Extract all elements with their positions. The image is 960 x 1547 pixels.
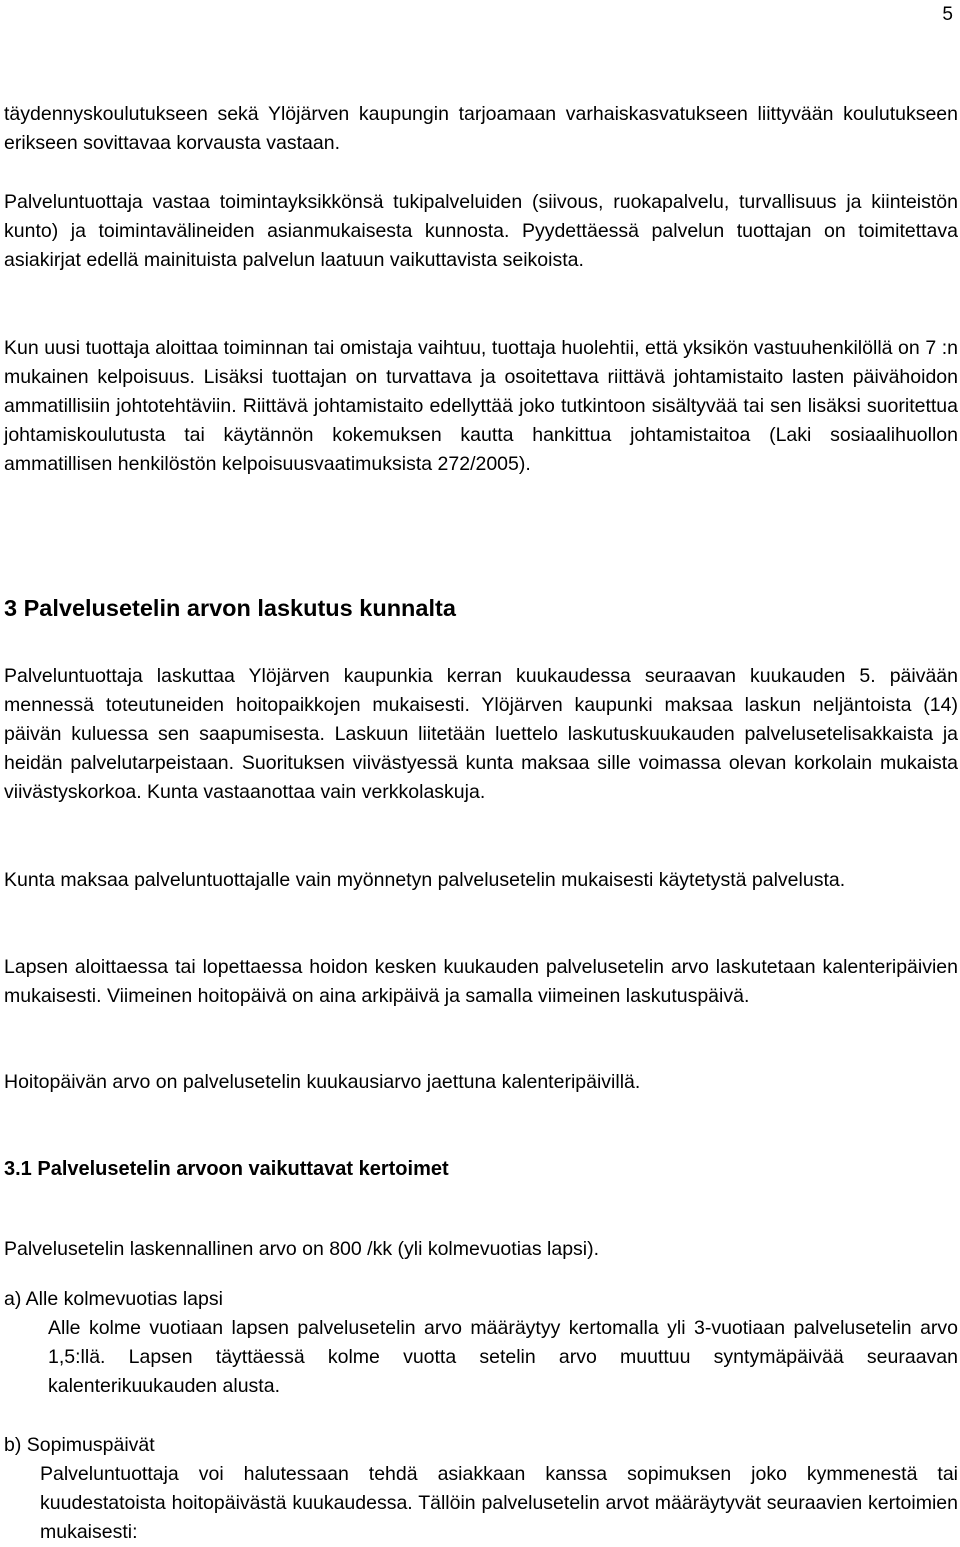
paragraph-start-end: Lapsen aloittaessa tai lopettaessa hoidon kesken kuukauden palvelusetelin arvo laskutetaan kalenteripäivien mukaisesti. Viimeinen hoitopäivä on aina arkipäivä ja samalla viimeinen laskutuspäivä. — [4, 956, 958, 1007]
list-label-a: a) Alle kolmevuotias lapsi — [4, 1288, 223, 1310]
list-label-b: b) Sopimuspäivät — [4, 1434, 155, 1456]
paragraph-voucher-value: Palvelusetelin laskennallinen arvo on 800 /kk (yli kolmevuotias lapsi). — [4, 1238, 600, 1260]
paragraph-new-provider: Kun uusi tuottaja aloittaa toiminnan tai omistaja vaihtuu, tuottaja huolehtii, että yksikön vastuuhenkilöllä on 7 :n mukainen kelpoisuus. Lisäksi tuottajan on turvattava ja osoitettava riittävä johtamistaito lasten päivähoidon ammatillisiin johtotehtäviin. Riittävä johtamistaito edellyttää joko tutkintoon sisältyvää tai sen lisäksi suoritettua johtamiskoulutusta tai käytännön kokemuksen kautta hankittua johtamistaitoa (Laki sosiaalihuollon ammatillisen henkilöstön kelpoisuusvaatimuksista 272/2005). — [4, 337, 958, 475]
section-heading-3-1: 3.1 Palvelusetelin arvoon vaikuttavat kertoimet — [4, 1158, 449, 1180]
list-text-a: Alle kolme vuotiaan lapsen palvelusetelin arvo määräytyy kertomalla yli 3-vuotiaan palvelusetelin arvo 1,5:llä. Lapsen täyttäessä kolme vuotta setelin arvo muuttuu syntymäpäivää seuraavan kalenterikuukauden alusta. — [48, 1317, 958, 1397]
list-text-b: Palveluntuottaja voi halutessaan tehdä asiakkaan kanssa sopimuksen joko kymmenestä tai kuudestatoista hoitopäivästä kuukaudessa. Tällöin palvelusetelin arvot määräytyvät seuraavien kertoimien mukaisesti: — [40, 1463, 958, 1543]
paragraph-payment: Kunta maksaa palveluntuottajalle vain myönnetyn palvelusetelin mukaisesti käytetystä palvelusta. — [4, 869, 846, 891]
page-number: 5 — [942, 4, 953, 25]
paragraph-invoicing: Palveluntuottaja laskuttaa Ylöjärven kaupunkia kerran kuukaudessa seuraavan kuukauden 5. päivään mennessä toteutuneiden hoitopaikkojen mukaisesti. Ylöjärven kaupunki maksaa laskun neljäntoista (14) päivän kuluessa sen saapumisesta. Laskuun liitetään luettelo laskutuskuukauden palvelusetelisakkaista ja heidän palvelutarpeistaan. Suorituksen viivästyessä kunta maksaa sille voimassa olevan korkolain mukaista viivästyskorkoa. Kunta vastaanottaa vain verkkolaskuja. — [4, 665, 958, 803]
section-heading-3: 3 Palvelusetelin arvon laskutus kunnalta — [4, 595, 456, 621]
paragraph-continuation: täydennyskoulutukseen sekä Ylöjärven kaupungin tarjoamaan varhaiskasvatukseen liittyvään koulutukseen erikseen sovittavaa korvausta vastaan. — [4, 103, 958, 154]
paragraph-support-services: Palveluntuottaja vastaa toimintayksikkönsä tukipalveluiden (siivous, ruokapalvelu, turvallisuus ja kiinteistön kunto) ja toimintavälineiden asianmukaisesta kunnosta. Pyydettäessä palvelun tuottajan on toimitettava asiakirjat edellä mainituista palvelun laatuun vaikuttavista seikoista. — [4, 191, 958, 271]
paragraph-daily-value: Hoitopäivän arvo on palvelusetelin kuukausiarvo jaettuna kalenteripäivillä. — [4, 1071, 641, 1093]
